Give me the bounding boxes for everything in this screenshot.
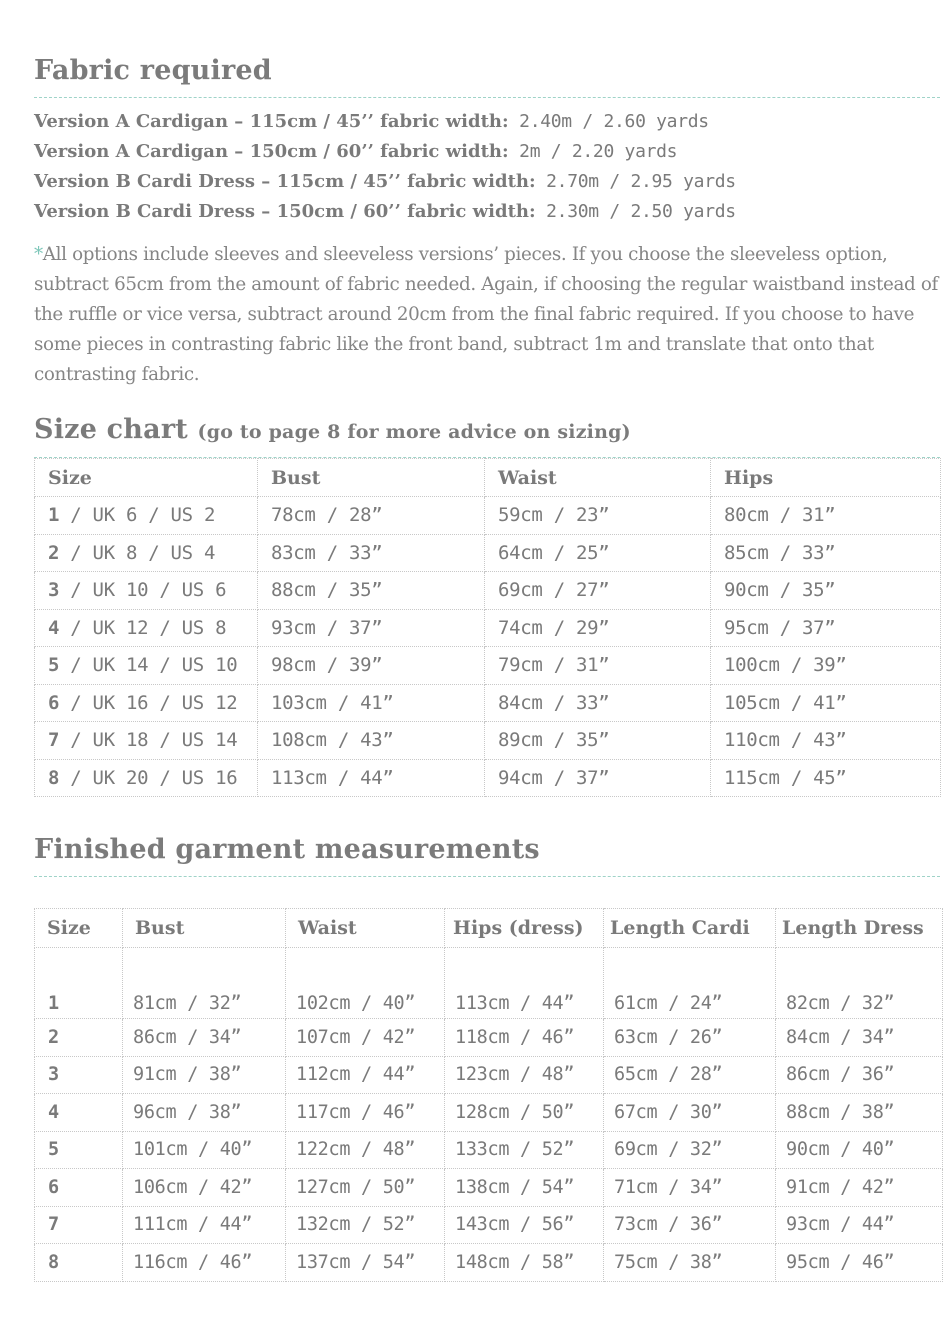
size-number: 8 xyxy=(48,766,60,789)
bust-cell: 98cm / 39” xyxy=(258,647,485,685)
waist-cell: 127cm / 50” xyxy=(286,1169,445,1207)
length-dress-cell: 88cm / 38” xyxy=(776,1094,943,1132)
hips-cell: 90cm / 35” xyxy=(711,572,941,610)
size-cell xyxy=(35,684,258,722)
table-row xyxy=(35,1094,943,1132)
length-cardi-cell: 71cm / 34” xyxy=(604,1169,776,1207)
hips-cell: 138cm / 54” xyxy=(445,1169,604,1207)
waist-cell: 132cm / 52” xyxy=(286,1206,445,1244)
table-row xyxy=(35,1131,943,1169)
length-dress-cell: 91cm / 42” xyxy=(776,1169,943,1207)
length-cardi-cell: 63cm / 26” xyxy=(604,1019,776,1057)
length-cardi-cell: 75cm / 38” xyxy=(604,1244,776,1282)
table-row xyxy=(35,759,941,797)
table-header-row xyxy=(35,459,941,497)
table-row xyxy=(35,647,941,685)
hips-cell: 133cm / 52” xyxy=(445,1131,604,1169)
fabric-line-value: 2.70m / 2.95 yards xyxy=(535,171,736,192)
finished-measurements-table xyxy=(34,908,943,1282)
hips-cell: 115cm / 45” xyxy=(711,759,941,797)
table-header-row xyxy=(35,909,943,948)
hips-cell: 80cm / 31” xyxy=(711,497,941,535)
size-label: / UK 16 / US 12 xyxy=(59,691,238,714)
waist-cell: 122cm / 48” xyxy=(286,1131,445,1169)
size-cell xyxy=(35,759,258,797)
bust-cell: 96cm / 38” xyxy=(123,1094,286,1132)
table-row xyxy=(35,609,941,647)
column-header: Size xyxy=(35,909,123,948)
size-cell: 7 xyxy=(35,1206,123,1244)
size-cell: 6 xyxy=(35,1169,123,1207)
bust-cell: 83cm / 33” xyxy=(258,534,485,572)
size-number: 5 xyxy=(48,654,60,677)
size-cell xyxy=(35,534,258,572)
size-label: / UK 20 / US 16 xyxy=(59,766,238,789)
size-cell: 8 xyxy=(35,1244,123,1282)
size-cell: 4 xyxy=(35,1094,123,1132)
length-cardi-cell: 73cm / 36” xyxy=(604,1206,776,1244)
size-number: 7 xyxy=(48,729,60,752)
bust-cell: 113cm / 44” xyxy=(258,759,485,797)
waist-cell: 64cm / 25” xyxy=(485,534,711,572)
length-cardi-cell: 69cm / 32” xyxy=(604,1131,776,1169)
heading-divider xyxy=(34,97,940,98)
length-dress-cell: 84cm / 34” xyxy=(776,1019,943,1057)
size-number: 3 xyxy=(48,579,60,602)
fabric-note-text: All options include sleeves and sleeveless versions’ pieces. If you choose the sleeveless option, subtract 65cm from the amount of fabric needed. Again, if choosing the regular waistband instead of the ruffle or vice versa, subtract around 20cm from the final fabric required. If you choose to have some pieces in contrasting fabric like the front band, subtract 1m and translate that onto that contrasting fabric. xyxy=(34,244,938,385)
size-cell: 1 xyxy=(35,948,123,1019)
size-chart-title: Size chart xyxy=(34,414,188,445)
table-row xyxy=(35,1019,943,1057)
fabric-line xyxy=(34,196,736,226)
size-cell xyxy=(35,647,258,685)
fabric-line xyxy=(34,106,736,136)
waist-cell: 89cm / 35” xyxy=(485,722,711,760)
waist-cell: 107cm / 42” xyxy=(286,1019,445,1057)
bust-cell: 108cm / 43” xyxy=(258,722,485,760)
table-row xyxy=(35,1169,943,1207)
bust-cell: 103cm / 41” xyxy=(258,684,485,722)
waist-cell: 59cm / 23” xyxy=(485,497,711,535)
hips-cell: 148cm / 58” xyxy=(445,1244,604,1282)
fabric-line-label: Version A Cardigan – 115cm / 45’’ fabric width: xyxy=(34,111,509,132)
fabric-line xyxy=(34,136,736,166)
hips-cell: 105cm / 41” xyxy=(711,684,941,722)
waist-cell: 117cm / 46” xyxy=(286,1094,445,1132)
hips-cell: 85cm / 33” xyxy=(711,534,941,572)
size-cell: 3 xyxy=(35,1056,123,1094)
fabric-line-value: 2.30m / 2.50 yards xyxy=(535,201,736,222)
column-header: Size xyxy=(35,459,258,497)
bust-cell: 101cm / 40” xyxy=(123,1131,286,1169)
table-row xyxy=(35,1244,943,1282)
bust-cell: 106cm / 42” xyxy=(123,1169,286,1207)
size-cell xyxy=(35,722,258,760)
size-cell: 2 xyxy=(35,1019,123,1057)
fabric-requirements-list xyxy=(34,106,736,226)
fabric-line-value: 2m / 2.20 yards xyxy=(508,141,678,162)
hips-cell: 110cm / 43” xyxy=(711,722,941,760)
size-label: / UK 18 / US 14 xyxy=(59,729,238,752)
bust-cell: 86cm / 34” xyxy=(123,1019,286,1057)
table-row xyxy=(35,1056,943,1094)
asterisk-marker: * xyxy=(34,244,43,265)
column-header: Waist xyxy=(286,909,445,948)
length-dress-cell: 93cm / 44” xyxy=(776,1206,943,1244)
bust-cell: 88cm / 35” xyxy=(258,572,485,610)
table-row xyxy=(35,722,941,760)
column-header: Bust xyxy=(258,459,485,497)
hips-cell: 128cm / 50” xyxy=(445,1094,604,1132)
column-header: Bust xyxy=(123,909,286,948)
size-chart-heading xyxy=(34,414,631,445)
table-row xyxy=(35,684,941,722)
length-cardi-cell: 61cm / 24” xyxy=(604,948,776,1019)
column-header: Length Dress xyxy=(776,909,943,948)
waist-cell: 137cm / 54” xyxy=(286,1244,445,1282)
hips-cell: 95cm / 37” xyxy=(711,609,941,647)
length-dress-cell: 86cm / 36” xyxy=(776,1056,943,1094)
length-cardi-cell: 67cm / 30” xyxy=(604,1094,776,1132)
size-label: / UK 14 / US 10 xyxy=(59,654,238,677)
bust-cell: 91cm / 38” xyxy=(123,1056,286,1094)
bust-cell: 93cm / 37” xyxy=(258,609,485,647)
size-number: 6 xyxy=(48,691,60,714)
fabric-line-label: Version B Cardi Dress – 115cm / 45’’ fabric width: xyxy=(34,171,536,192)
finished-measurements-heading: Finished garment measurements xyxy=(34,834,540,865)
size-label: / UK 12 / US 8 xyxy=(59,616,227,639)
fabric-required-heading: Fabric required xyxy=(34,55,272,86)
table-row xyxy=(35,1206,943,1244)
size-cell xyxy=(35,572,258,610)
size-cell: 5 xyxy=(35,1131,123,1169)
length-cardi-cell: 65cm / 28” xyxy=(604,1056,776,1094)
table-row xyxy=(35,497,941,535)
size-chart-table xyxy=(34,458,941,797)
size-label: / UK 6 / US 2 xyxy=(59,504,216,527)
table-row xyxy=(35,534,941,572)
waist-cell: 94cm / 37” xyxy=(485,759,711,797)
size-number: 2 xyxy=(48,541,60,564)
size-cell xyxy=(35,497,258,535)
size-label: / UK 8 / US 4 xyxy=(59,541,216,564)
size-cell xyxy=(35,609,258,647)
hips-cell: 118cm / 46” xyxy=(445,1019,604,1057)
waist-cell: 69cm / 27” xyxy=(485,572,711,610)
heading-divider xyxy=(34,876,940,877)
bust-cell: 78cm / 28” xyxy=(258,497,485,535)
waist-cell: 74cm / 29” xyxy=(485,609,711,647)
size-chart-divider xyxy=(34,457,940,458)
length-dress-cell: 82cm / 32” xyxy=(776,948,943,1019)
fabric-line-label: Version A Cardigan – 150cm / 60’’ fabric width: xyxy=(34,141,509,162)
hips-cell: 113cm / 44” xyxy=(445,948,604,1019)
fabric-note xyxy=(34,240,944,390)
fabric-line xyxy=(34,166,736,196)
fabric-line-label: Version B Cardi Dress – 150cm / 60’’ fabric width: xyxy=(34,201,536,222)
column-header: Waist xyxy=(485,459,711,497)
fabric-line-value: 2.40m / 2.60 yards xyxy=(508,111,709,132)
size-chart-subtitle: (go to page 8 for more advice on sizing) xyxy=(197,421,631,443)
waist-cell: 79cm / 31” xyxy=(485,647,711,685)
waist-cell: 84cm / 33” xyxy=(485,684,711,722)
length-dress-cell: 95cm / 46” xyxy=(776,1244,943,1282)
bust-cell: 111cm / 44” xyxy=(123,1206,286,1244)
size-number: 4 xyxy=(48,616,60,639)
size-number: 1 xyxy=(48,504,60,527)
bust-cell: 116cm / 46” xyxy=(123,1244,286,1282)
column-header: Hips (dress) xyxy=(445,909,604,948)
waist-cell: 102cm / 40” xyxy=(286,948,445,1019)
hips-cell: 123cm / 48” xyxy=(445,1056,604,1094)
size-label: / UK 10 / US 6 xyxy=(59,579,227,602)
waist-cell: 112cm / 44” xyxy=(286,1056,445,1094)
hips-cell: 143cm / 56” xyxy=(445,1206,604,1244)
bust-cell: 81cm / 32” xyxy=(123,948,286,1019)
hips-cell: 100cm / 39” xyxy=(711,647,941,685)
table-row xyxy=(35,948,943,1019)
table-row xyxy=(35,572,941,610)
column-header: Hips xyxy=(711,459,941,497)
length-dress-cell: 90cm / 40” xyxy=(776,1131,943,1169)
column-header: Length Cardi xyxy=(604,909,776,948)
